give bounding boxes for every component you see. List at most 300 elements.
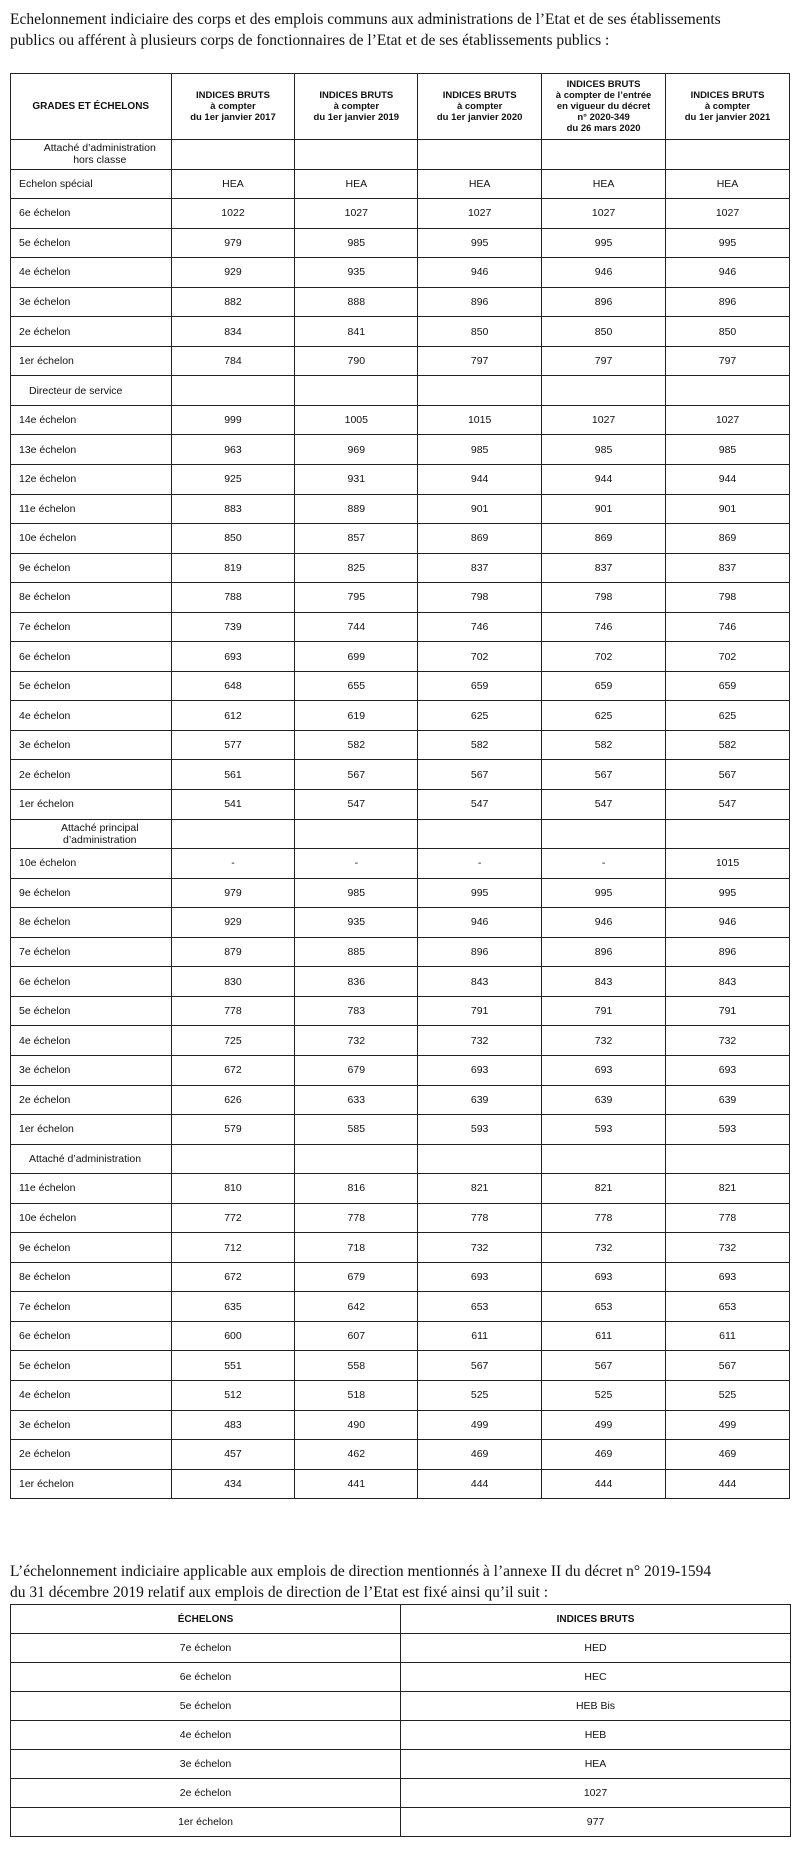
table-row xyxy=(11,553,790,583)
index-value: 702 xyxy=(542,642,666,672)
index-value: 579 xyxy=(171,1115,295,1145)
table-row xyxy=(11,790,790,820)
grade-group-row xyxy=(11,376,790,406)
index-value: 929 xyxy=(171,258,295,288)
index-value: 778 xyxy=(666,1203,790,1233)
index-value: 567 xyxy=(542,760,666,790)
header-line: INDICES BRUTS xyxy=(319,90,394,101)
table-row xyxy=(11,967,790,997)
index-value: 625 xyxy=(666,701,790,731)
index-value: 969 xyxy=(295,435,418,465)
index-value: 985 xyxy=(418,435,542,465)
index-value: 985 xyxy=(295,878,418,908)
index-value: 732 xyxy=(666,1026,790,1056)
index-value: 896 xyxy=(666,287,790,317)
index-value: 744 xyxy=(295,612,418,642)
index-value: 525 xyxy=(418,1380,542,1410)
index-value: 444 xyxy=(542,1469,666,1499)
index-value: HED xyxy=(401,1634,791,1663)
index-value: 732 xyxy=(542,1026,666,1056)
table-row xyxy=(11,1115,790,1145)
label-wrap xyxy=(19,1242,171,1254)
index-value: 979 xyxy=(171,228,295,258)
index-value: - xyxy=(418,849,542,879)
label-wrap xyxy=(19,798,171,810)
label-line: 8e échelon xyxy=(19,591,71,604)
label-wrap xyxy=(19,237,171,249)
table-row xyxy=(11,1469,790,1499)
index-value: 935 xyxy=(295,908,418,938)
index-value: 946 xyxy=(666,908,790,938)
table-row xyxy=(11,1233,790,1263)
index-value: 659 xyxy=(666,671,790,701)
label-wrap xyxy=(19,916,171,928)
label-wrap xyxy=(19,1478,171,1490)
index-value: 567 xyxy=(295,760,418,790)
label-line: 6e échelon xyxy=(19,975,71,988)
label-line: 2e échelon xyxy=(19,1448,71,1461)
index-value xyxy=(542,140,666,170)
grade-group-row xyxy=(11,140,790,170)
index-value: 525 xyxy=(666,1380,790,1410)
direction-table xyxy=(10,1604,791,1837)
index-value: 1027 xyxy=(295,199,418,229)
index-value: 888 xyxy=(295,287,418,317)
index-value: 582 xyxy=(295,730,418,760)
index-value: 795 xyxy=(295,583,418,613)
index-value: 791 xyxy=(418,996,542,1026)
index-value: HEA xyxy=(542,169,666,199)
index-value: 619 xyxy=(295,701,418,731)
intro-paragraph xyxy=(10,9,790,51)
index-value xyxy=(542,376,666,406)
label-line: 1er échelon xyxy=(19,1123,74,1136)
header-indices-col-3 xyxy=(418,74,542,140)
index-value xyxy=(295,1144,418,1174)
index-value: 896 xyxy=(666,937,790,967)
echelon-label: 6e échelon xyxy=(11,1663,401,1692)
label-line: 4e échelon xyxy=(19,1034,71,1047)
echelon-label xyxy=(11,1174,172,1204)
table-row xyxy=(11,1721,791,1750)
index-value: 693 xyxy=(542,1055,666,1085)
label-wrap xyxy=(19,769,171,781)
index-value: 1027 xyxy=(542,199,666,229)
echelon-label xyxy=(11,1351,172,1381)
index-value: 850 xyxy=(418,317,542,347)
index-value: 702 xyxy=(666,642,790,672)
table-row xyxy=(11,612,790,642)
direction-table-header xyxy=(11,1605,791,1634)
index-value: 469 xyxy=(418,1440,542,1470)
index-value: 732 xyxy=(418,1026,542,1056)
index-value xyxy=(418,819,542,849)
index-value: 699 xyxy=(295,642,418,672)
index-value: 1027 xyxy=(666,405,790,435)
index-value: 648 xyxy=(171,671,295,701)
index-value: 693 xyxy=(418,1262,542,1292)
index-value: 541 xyxy=(171,790,295,820)
index-value: 672 xyxy=(171,1262,295,1292)
table-row xyxy=(11,405,790,435)
header-line: n° 2020-349 xyxy=(577,112,630,123)
table-row xyxy=(11,1262,790,1292)
echelon-label xyxy=(11,1233,172,1263)
index-value: 896 xyxy=(542,937,666,967)
label-line: 12e échelon xyxy=(19,473,77,486)
index-value: 843 xyxy=(542,967,666,997)
echelon-label xyxy=(11,583,172,613)
table-row xyxy=(11,1440,790,1470)
index-value: 457 xyxy=(171,1440,295,1470)
index-value: 567 xyxy=(666,1351,790,1381)
echelon-label xyxy=(11,1026,172,1056)
label-line: 6e échelon xyxy=(19,1330,71,1343)
table-row xyxy=(11,435,790,465)
index-value: 821 xyxy=(542,1174,666,1204)
echelon-label: 1er échelon xyxy=(11,1808,401,1837)
index-value: 547 xyxy=(418,790,542,820)
echelon-label: 5e échelon xyxy=(11,1692,401,1721)
table-row xyxy=(11,878,790,908)
echelon-label xyxy=(11,937,172,967)
label-line: Attaché principal xyxy=(60,821,139,834)
echelon-label: 2e échelon xyxy=(11,1779,401,1808)
index-value: HEB Bis xyxy=(401,1692,791,1721)
index-value: 985 xyxy=(666,435,790,465)
table-row xyxy=(11,346,790,376)
index-value: 843 xyxy=(418,967,542,997)
index-value: 434 xyxy=(171,1469,295,1499)
index-value: 525 xyxy=(542,1380,666,1410)
table-row xyxy=(11,199,790,229)
header-line: du 26 mars 2020 xyxy=(566,123,641,134)
index-value: 582 xyxy=(542,730,666,760)
table-row xyxy=(11,317,790,347)
echelon-label xyxy=(11,258,172,288)
index-value: 825 xyxy=(295,553,418,583)
label-line: 7e échelon xyxy=(19,946,71,959)
echelon-label xyxy=(11,553,172,583)
echelon-label xyxy=(11,730,172,760)
label-line: Attaché d’administration xyxy=(43,142,156,155)
index-value: 931 xyxy=(295,465,418,495)
label-line: 3e échelon xyxy=(19,1064,71,1077)
label-line: 7e échelon xyxy=(19,1300,71,1313)
label-wrap xyxy=(19,503,171,515)
index-value: 582 xyxy=(666,730,790,760)
index-value: HEC xyxy=(401,1663,791,1692)
index-value: 558 xyxy=(295,1351,418,1381)
index-value: 788 xyxy=(171,583,295,613)
label-wrap xyxy=(19,473,171,485)
index-value: 441 xyxy=(295,1469,418,1499)
index-value: 693 xyxy=(666,1055,790,1085)
index-value: 784 xyxy=(171,346,295,376)
header-echelons: ÉCHELONS xyxy=(11,1605,401,1634)
label-line: 11e échelon xyxy=(19,502,76,515)
index-value xyxy=(171,1144,295,1174)
table-row xyxy=(11,1351,790,1381)
index-value: 490 xyxy=(295,1410,418,1440)
table-row xyxy=(11,996,790,1026)
index-value: 653 xyxy=(542,1292,666,1322)
index-value: 778 xyxy=(418,1203,542,1233)
table-row xyxy=(11,642,790,672)
index-value: 797 xyxy=(542,346,666,376)
index-value: 483 xyxy=(171,1410,295,1440)
label-wrap xyxy=(19,739,171,751)
index-value: 653 xyxy=(666,1292,790,1322)
index-value: 821 xyxy=(418,1174,542,1204)
table-row xyxy=(11,258,790,288)
index-value: 1027 xyxy=(418,199,542,229)
index-value: 995 xyxy=(542,228,666,258)
index-value: HEA xyxy=(666,169,790,199)
label-wrap xyxy=(19,621,171,633)
index-value: 655 xyxy=(295,671,418,701)
index-value: 718 xyxy=(295,1233,418,1263)
index-value: 821 xyxy=(666,1174,790,1204)
table-row xyxy=(11,1026,790,1056)
echelon-label xyxy=(11,1292,172,1322)
label-wrap xyxy=(19,1271,171,1283)
label-wrap xyxy=(19,1448,171,1460)
index-value: 725 xyxy=(171,1026,295,1056)
index-value: 693 xyxy=(418,1055,542,1085)
index-value: 837 xyxy=(542,553,666,583)
echelon-label xyxy=(11,287,172,317)
index-value: 567 xyxy=(418,1351,542,1381)
index-value: 611 xyxy=(542,1321,666,1351)
header-line: INDICES BRUTS xyxy=(690,90,765,101)
index-value xyxy=(666,819,790,849)
table-row xyxy=(11,1380,790,1410)
header-line: en vigueur du décret xyxy=(556,101,651,112)
grade-group-row xyxy=(11,1144,790,1174)
index-value: 850 xyxy=(666,317,790,347)
index-value: 1027 xyxy=(401,1779,791,1808)
index-value: 732 xyxy=(418,1233,542,1263)
index-value: 935 xyxy=(295,258,418,288)
index-value: 1027 xyxy=(542,405,666,435)
index-value: 999 xyxy=(171,405,295,435)
table-row xyxy=(11,1085,790,1115)
index-value: 929 xyxy=(171,908,295,938)
echelon-label xyxy=(11,317,172,347)
table-row xyxy=(11,465,790,495)
label-line: 6e échelon xyxy=(19,650,71,663)
table-row xyxy=(11,1055,790,1085)
label-wrap xyxy=(19,1419,171,1431)
echelon-label xyxy=(11,1055,172,1085)
echelon-label xyxy=(11,1085,172,1115)
echelon-label xyxy=(11,790,172,820)
label-line: 2e échelon xyxy=(19,1093,71,1106)
index-value: 600 xyxy=(171,1321,295,1351)
index-value: 625 xyxy=(418,701,542,731)
intro-line: publics ou afférent à plusieurs corps de fonctionnaires de l’Etat et de ses établissements publics : xyxy=(10,32,610,49)
index-value: 797 xyxy=(666,346,790,376)
direction-paragraph xyxy=(10,1561,790,1603)
label-wrap xyxy=(19,1360,171,1372)
echelon-label xyxy=(11,760,172,790)
echelon-label xyxy=(11,967,172,997)
index-value: 611 xyxy=(418,1321,542,1351)
header-grades xyxy=(11,74,172,140)
grade-group-row xyxy=(11,819,790,849)
index-value: 841 xyxy=(295,317,418,347)
index-value: 693 xyxy=(171,642,295,672)
index-value xyxy=(542,1144,666,1174)
index-value: 499 xyxy=(418,1410,542,1440)
echelon-label xyxy=(11,612,172,642)
echelon-label xyxy=(11,1262,172,1292)
index-value: 639 xyxy=(666,1085,790,1115)
index-value: 567 xyxy=(418,760,542,790)
index-value: 944 xyxy=(418,465,542,495)
index-value: 633 xyxy=(295,1085,418,1115)
label-wrap xyxy=(29,822,171,846)
index-value: 995 xyxy=(666,228,790,258)
index-value: 946 xyxy=(418,258,542,288)
index-value: 547 xyxy=(666,790,790,820)
index-value: 518 xyxy=(295,1380,418,1410)
table-row xyxy=(11,701,790,731)
index-value: 985 xyxy=(295,228,418,258)
header-line: du 1er janvier 2017 xyxy=(190,112,276,123)
label-wrap xyxy=(19,178,171,190)
table-row xyxy=(11,1663,791,1692)
index-value: 672 xyxy=(171,1055,295,1085)
index-value: 869 xyxy=(542,524,666,554)
index-value: 885 xyxy=(295,937,418,967)
echelon-label xyxy=(11,1321,172,1351)
header-line: du 1er janvier 2019 xyxy=(313,112,400,123)
index-value xyxy=(666,140,790,170)
index-value: 593 xyxy=(542,1115,666,1145)
table-row xyxy=(11,937,790,967)
echelon-label: 4e échelon xyxy=(11,1721,401,1750)
index-value: 979 xyxy=(171,878,295,908)
echelon-label xyxy=(11,642,172,672)
index-value: 810 xyxy=(171,1174,295,1204)
table-row xyxy=(11,228,790,258)
table-row xyxy=(11,760,790,790)
index-value: 819 xyxy=(171,553,295,583)
index-value: 739 xyxy=(171,612,295,642)
index-value: - xyxy=(295,849,418,879)
table-row xyxy=(11,1174,790,1204)
label-wrap xyxy=(29,142,171,166)
echelon-label xyxy=(11,671,172,701)
label-wrap xyxy=(19,857,171,869)
label-wrap xyxy=(19,976,171,988)
grade-name xyxy=(11,376,172,406)
label-line: 3e échelon xyxy=(19,1418,71,1431)
index-value: 577 xyxy=(171,730,295,760)
header-line: à compter xyxy=(333,101,380,112)
index-value: 901 xyxy=(418,494,542,524)
index-value xyxy=(542,819,666,849)
index-value: 791 xyxy=(542,996,666,1026)
index-value xyxy=(295,140,418,170)
index-value: 593 xyxy=(666,1115,790,1145)
table-row xyxy=(11,1634,791,1663)
header-line: du 1er janvier 2020 xyxy=(436,112,523,123)
label-line: 9e échelon xyxy=(19,1241,71,1254)
index-value: HEB xyxy=(401,1721,791,1750)
table-row xyxy=(11,908,790,938)
header-line: du 1er janvier 2021 xyxy=(684,112,771,123)
index-value: 746 xyxy=(666,612,790,642)
index-value: 837 xyxy=(666,553,790,583)
index-value xyxy=(418,140,542,170)
grade-name xyxy=(11,819,172,849)
index-value: 444 xyxy=(418,1469,542,1499)
index-value: 995 xyxy=(542,878,666,908)
index-value: 850 xyxy=(171,524,295,554)
index-value: 702 xyxy=(418,642,542,672)
index-value: 625 xyxy=(542,701,666,731)
index-value: 653 xyxy=(418,1292,542,1322)
label-wrap xyxy=(19,532,171,544)
label-line: 1er échelon xyxy=(19,1477,74,1490)
label-line: Directeur de service xyxy=(29,384,123,397)
index-value: 462 xyxy=(295,1440,418,1470)
index-value: 659 xyxy=(542,671,666,701)
index-value: 995 xyxy=(418,878,542,908)
index-value: 561 xyxy=(171,760,295,790)
table-row xyxy=(11,1779,791,1808)
index-value: 879 xyxy=(171,937,295,967)
index-value xyxy=(171,819,295,849)
index-value: 499 xyxy=(666,1410,790,1440)
label-line: 5e échelon xyxy=(19,680,71,693)
echelon-label xyxy=(11,908,172,938)
index-value: 1015 xyxy=(418,405,542,435)
index-value: 1022 xyxy=(171,199,295,229)
index-value: 772 xyxy=(171,1203,295,1233)
index-value: 693 xyxy=(666,1262,790,1292)
label-line: 10e échelon xyxy=(19,857,77,870)
index-value: HEA xyxy=(418,169,542,199)
echelon-label xyxy=(11,1410,172,1440)
index-value xyxy=(295,376,418,406)
index-value: 639 xyxy=(418,1085,542,1115)
table-row xyxy=(11,1750,791,1779)
index-value: 746 xyxy=(542,612,666,642)
index-value: 889 xyxy=(295,494,418,524)
label-line: 9e échelon xyxy=(19,561,71,574)
table-row xyxy=(11,1808,791,1837)
echelon-label xyxy=(11,494,172,524)
label-wrap xyxy=(19,1123,171,1135)
table-row xyxy=(11,1410,790,1440)
index-value: 607 xyxy=(295,1321,418,1351)
echelon-label xyxy=(11,346,172,376)
index-value: 635 xyxy=(171,1292,295,1322)
echelon-label xyxy=(11,465,172,495)
index-value: 869 xyxy=(418,524,542,554)
index-value: 836 xyxy=(295,967,418,997)
label-wrap xyxy=(19,414,171,426)
label-wrap xyxy=(19,1389,171,1401)
echelon-label xyxy=(11,878,172,908)
table-row xyxy=(11,583,790,613)
index-value: 469 xyxy=(542,1440,666,1470)
label-line: 2e échelon xyxy=(19,325,71,338)
